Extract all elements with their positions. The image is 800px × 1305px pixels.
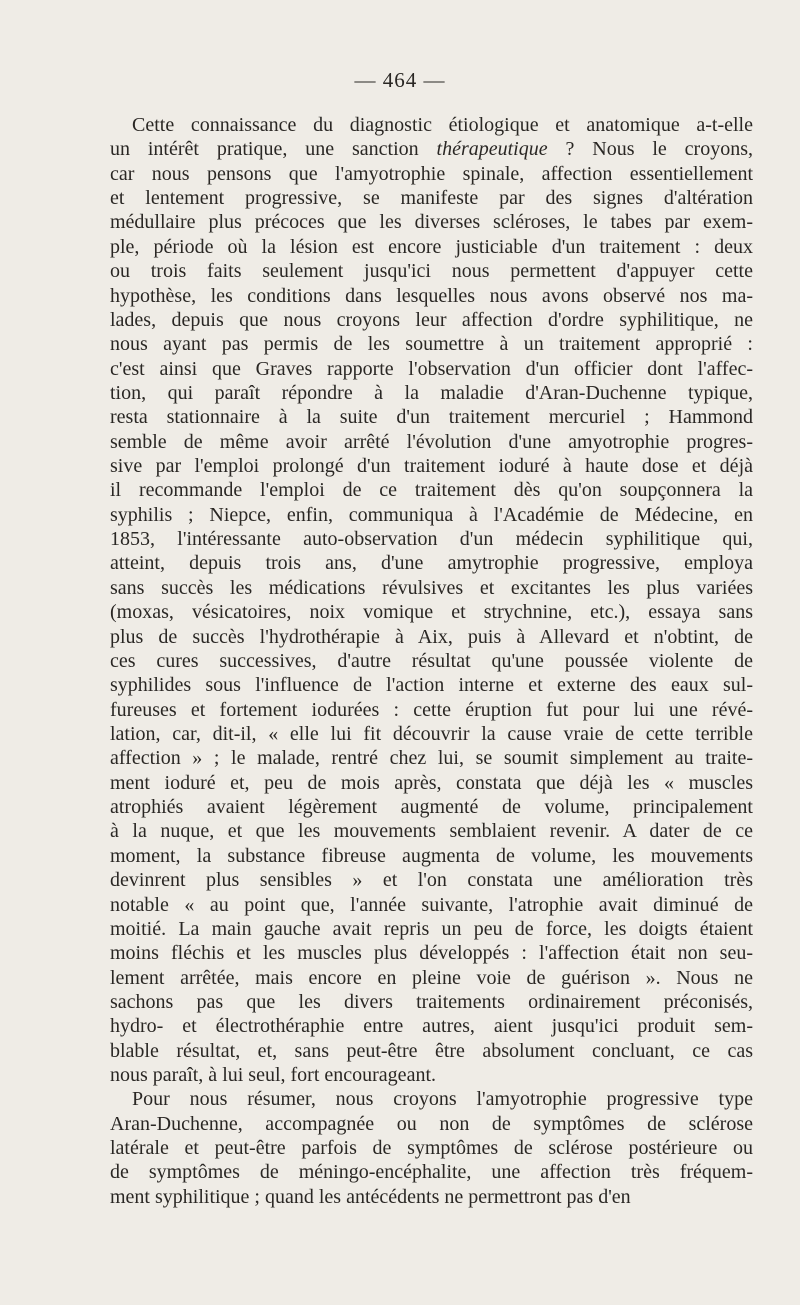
text-line: un intérêt pratique, une sanction thérapeutique ? Nous le croyons, (110, 138, 753, 161)
body-text (110, 113, 753, 1209)
text-line: nous ayant pas permis de les soumettre à un traitement approprié : (110, 333, 753, 356)
text-line: atrophiés avaient légèrement augmenté de volume, principalement (110, 796, 753, 819)
text-line: lation, car, dit-il, « elle lui fit découvrir la cause vraie de cette terrible (110, 722, 753, 745)
text-line: ment ioduré et, peu de mois après, constata que déjà les « muscles (110, 771, 753, 794)
text-line: moins fléchis et les muscles plus développés : l'affection était non seu- (110, 942, 753, 965)
text-line: atteint, depuis trois ans, d'une amytrophie progressive, employa (110, 552, 753, 575)
text-line: sachons pas que les divers traitements ordinairement préconisés, (110, 990, 753, 1013)
text-line: ple, période où la lésion est encore justiciable d'un traitement : deux (110, 235, 753, 258)
text-line: notable « au point que, l'année suivante, l'atrophie avait diminué de (110, 893, 753, 916)
text-line: syphilis ; Niepce, enfin, communiqua à l'Académie de Médecine, en (110, 503, 753, 526)
text-line: syphilides sous l'influence de l'action interne et externe des eaux sul- (110, 674, 753, 697)
text-line: fureuses et fortement iodurées : cette éruption fut pour lui une révé- (110, 698, 753, 721)
paragraph (110, 113, 753, 1087)
text-line: moment, la substance fibreuse augmenta de volume, les mouvements (110, 844, 753, 867)
text-line: affection » ; le malade, rentré chez lui, se soumit simplement au traite- (110, 747, 753, 770)
text-line: moitié. La main gauche avait repris un peu de force, les doigts étaient (110, 917, 753, 940)
text-line: 1853, l'intéressante auto-observation d'un médecin syphilitique qui, (110, 528, 753, 551)
text-line: ou trois faits seulement jusqu'ici nous permettent d'appuyer cette (110, 260, 753, 283)
text-line: hypothèse, les conditions dans lesquelles nous avons observé nos ma- (110, 284, 753, 307)
text-line: latérale et peut-être parfois de symptômes de sclérose postérieure ou (110, 1137, 753, 1160)
text-line: resta stationnaire à la suite d'un traitement mercuriel ; Hammond (110, 406, 753, 429)
text-line: c'est ainsi que Graves rapporte l'observation d'un officier dont l'affec- (110, 357, 753, 380)
text-line: ment syphilitique ; quand les antécédents ne permettront pas d'en (110, 1185, 631, 1208)
emphasis: thérapeutique (436, 138, 548, 161)
text-line: (moxas, vésicatoires, noix vomique et strychnine, etc.), essaya sans (110, 601, 753, 624)
text-line: Cette connaissance du diagnostic étiologique et anatomique a-t-elle (132, 114, 753, 136)
text-line: hydro- et électrothéraphie entre autres, aient jusqu'ici produit sem- (110, 1015, 753, 1038)
text-line: de symptômes de méningo-encéphalite, une affection très fréquem- (110, 1161, 753, 1184)
text-line: Pour nous résumer, nous croyons l'amyotrophie progressive type (132, 1088, 753, 1111)
text-line: sive par l'emploi prolongé d'un traitement ioduré à haute dose et déjà (110, 455, 753, 478)
text-line: à la nuque, et que les mouvements semblaient revenir. A dater de ce (110, 820, 753, 843)
text-line: nous paraît, à lui seul, fort encourageant. (110, 1064, 436, 1087)
text-line: médullaire plus précoces que les diverses scléroses, le tabes par exem- (110, 211, 753, 234)
text-line: il recommande l'emploi de ce traitement dès qu'on soupçonnera la (110, 479, 753, 502)
text-line: devinrent plus sensibles » et l'on constata une amélioration très (110, 869, 753, 892)
text-line: et lentement progressive, se manifeste par des signes d'altération (110, 187, 753, 210)
page-number: — 464 — (354, 68, 446, 92)
paragraph (110, 1087, 753, 1209)
text-line: ces cures successives, d'autre résultat qu'une poussée violente de (110, 649, 753, 672)
text-line: tion, qui paraît répondre à la maladie d'Aran-Duchenne typique, (110, 381, 753, 404)
text-line: semble de même avoir arrêté l'évolution d'une amyotrophie progres- (110, 430, 753, 453)
text-line: blable résultat, et, sans peut-être être absolument concluant, ce cas (110, 1039, 753, 1062)
text-line: car nous pensons que l'amyotrophie spinale, affection essentiellement (110, 162, 753, 185)
text-line: plus de succès l'hydrothérapie à Aix, puis à Allevard et n'obtint, de (110, 625, 753, 648)
text-line: lement arrêtée, mais encore en pleine voie de guérison ». Nous ne (110, 966, 753, 989)
text-line: Aran-Duchenne, accompagnée ou non de symptômes de sclérose (110, 1112, 753, 1135)
text-line: lades, depuis que nous croyons leur affection d'ordre syphilitique, ne (110, 308, 753, 331)
text-line: sans succès les médications révulsives et excitantes les plus variées (110, 576, 753, 599)
